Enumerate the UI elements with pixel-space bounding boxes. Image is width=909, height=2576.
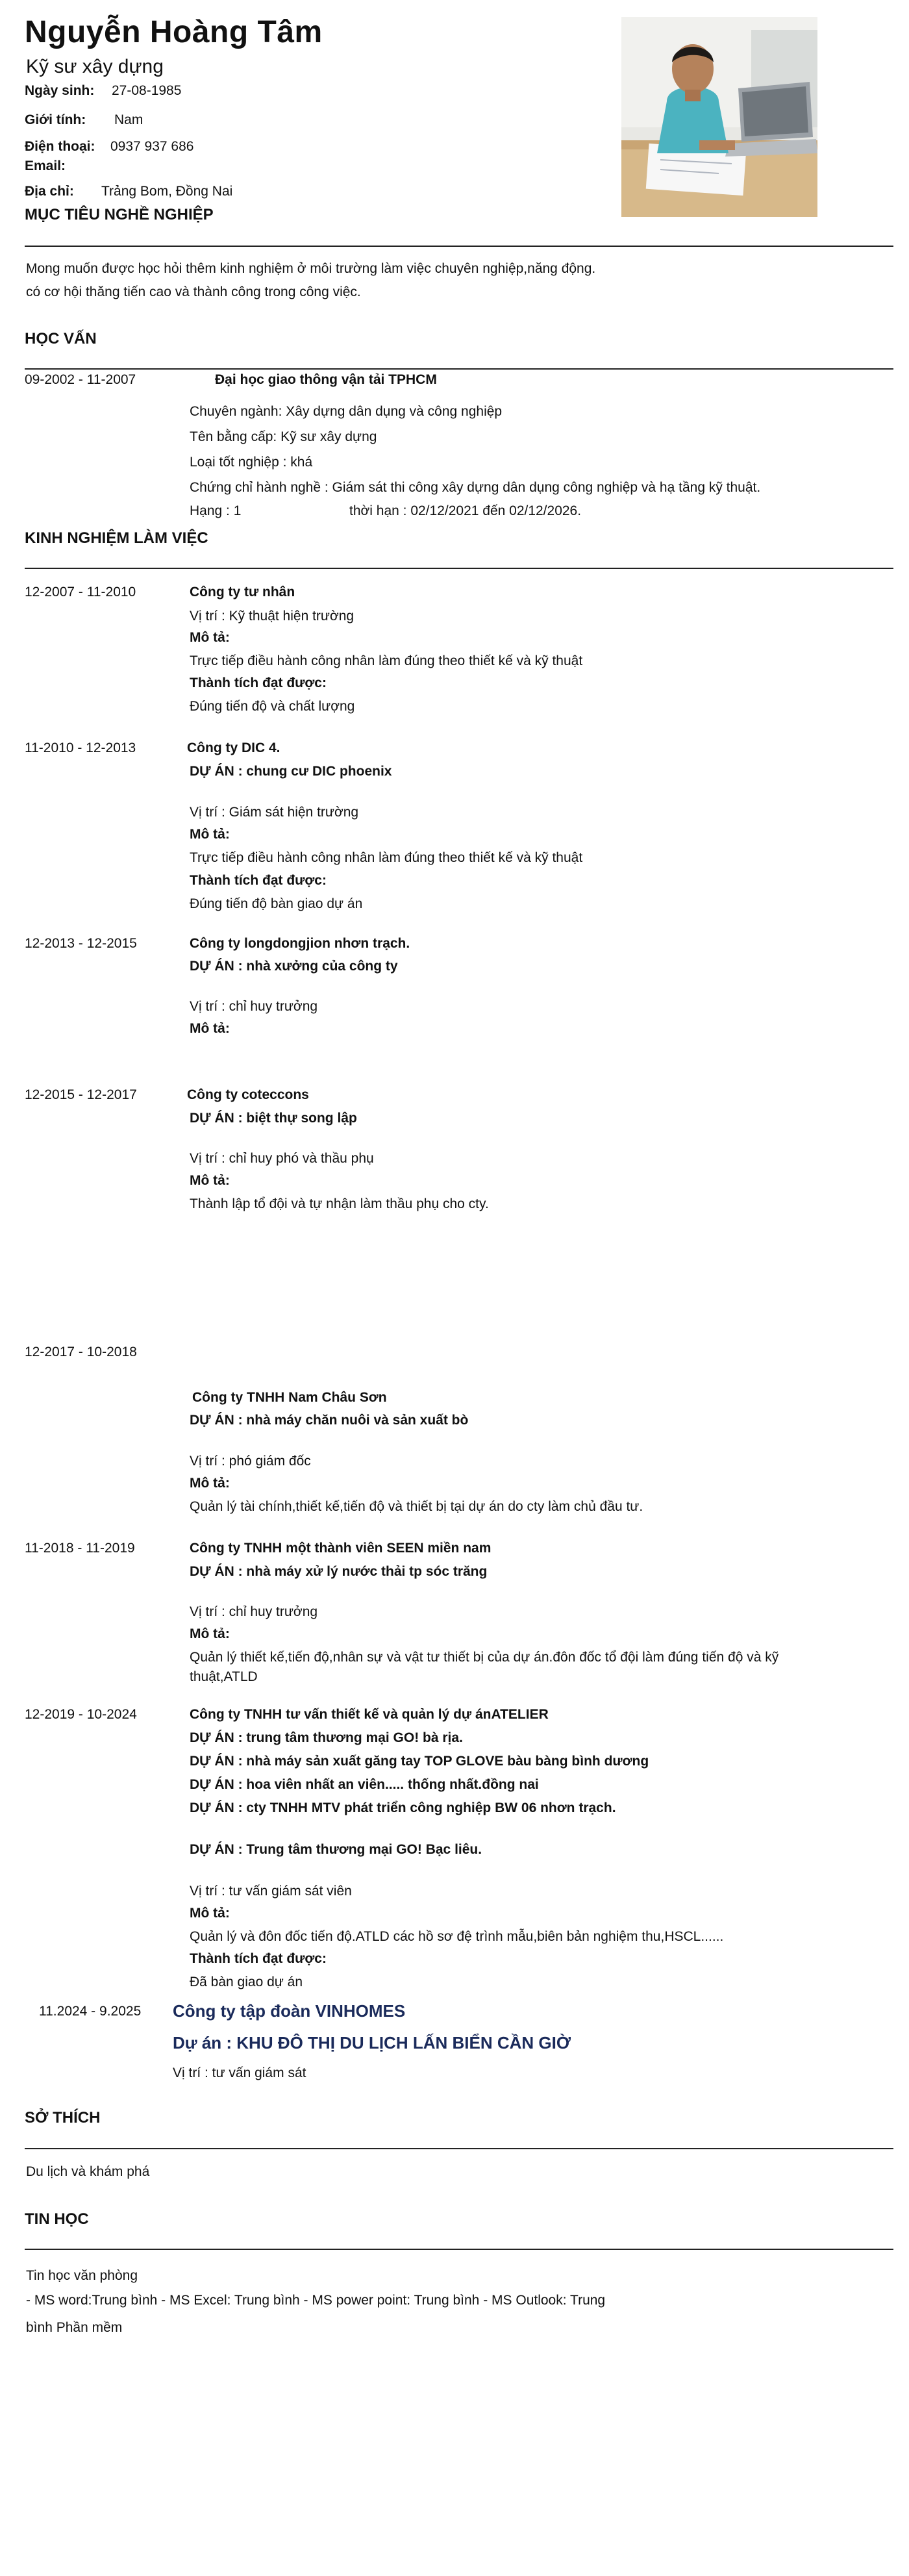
phone-label: Điện thoại:: [25, 139, 95, 154]
job-desc: Trực tiếp điều hành công nhân làm đúng theo thiết kế và kỹ thuật: [190, 653, 583, 668]
job-desc-label: Mô tả:: [190, 1173, 230, 1188]
divider: [25, 368, 893, 370]
candidate-name: Nguyễn Hoàng Tâm: [25, 15, 323, 49]
job-company: Công ty TNHH một thành viên SEEN miền nam: [190, 1541, 492, 1556]
job-ach: Đã bàn giao dự án: [190, 1975, 303, 1989]
education-line: Chuyên ngành: Xây dựng dân dụng và công nghiệp: [190, 404, 503, 419]
job-project: DỰ ÁN : nhà máy chăn nuôi và sản xuất bò: [190, 1413, 469, 1428]
profile-photo: [621, 17, 817, 217]
job-ach: Đúng tiến độ bàn giao dự án: [190, 896, 363, 911]
phone-value: 0937 937 686: [110, 139, 194, 154]
job-company: Công ty tập đoàn VINHOMES: [173, 2001, 406, 2021]
job-company: Công ty coteccons: [187, 1087, 309, 1102]
job-period: 12-2015 - 12-2017: [25, 1087, 137, 1102]
job-desc-label: Mô tả:: [190, 1021, 230, 1036]
job-project: DỰ ÁN : cty TNHH MTV phát triển công nghiệp BW 06 nhơn trạch.: [190, 1800, 616, 1815]
job-desc: Thành lập tổ đội và tự nhận làm thầu phụ cho cty.: [190, 1196, 489, 1211]
address-label: Địa chỉ:: [25, 184, 74, 199]
dob-label: Ngày sinh:: [25, 83, 95, 98]
job-project: DỰ ÁN : nhà máy sản xuất găng tay TOP GLOVE bàu bàng bình dương: [190, 1754, 649, 1769]
job-desc: Quản lý và đôn đốc tiến độ.ATLD các hồ sơ đệ trình mẫu,biên bản nghiệm thu,HSCL......: [190, 1929, 724, 1944]
divider: [25, 2249, 893, 2250]
job-period: 12-2013 - 12-2015: [25, 936, 137, 951]
education-validity: thời hạn : 02/12/2021 đến 02/12/2026.: [349, 503, 582, 518]
job-company: Công ty TNHH Nam Châu Sơn: [192, 1390, 387, 1405]
section-title-it: TIN HỌC: [25, 2210, 89, 2228]
job-company: Công ty DIC 4.: [187, 740, 280, 755]
section-title-experience: KINH NGHIỆM LÀM VIỆC: [25, 529, 208, 547]
gender-value: Nam: [114, 112, 143, 127]
address-value: Trảng Bom, Đồng Nai: [101, 184, 233, 199]
job-company: Công ty TNHH tư vấn thiết kế và quản lý dự ánATELIER: [190, 1707, 549, 1722]
job-ach-label: Thành tích đạt được:: [190, 1951, 327, 1966]
job-position: Vị trí : chỉ huy trưởng: [190, 1604, 318, 1619]
job-position: Vị trí : Kỹ thuật hiện trường: [190, 609, 355, 624]
job-desc: Quản lý tài chính,thiết kế,tiến độ và thiết bị tại dự án do cty làm chủ đầu tư.: [190, 1499, 643, 1514]
job-ach-label: Thành tích đạt được:: [190, 676, 327, 690]
job-period: 11-2018 - 11-2019: [25, 1541, 135, 1556]
objective-line-1: Mong muốn được học hỏi thêm kinh nghiệm ở môi trường làm việc chuyên nghiệp,năng động.: [26, 261, 596, 276]
job-desc-label: Mô tả:: [190, 1906, 230, 1921]
job-period: 12-2017 - 10-2018: [25, 1345, 137, 1359]
job-project: DỰ ÁN : hoa viên nhất an viên..... thống nhất.đồng nai: [190, 1777, 539, 1792]
email-label: Email:: [25, 158, 66, 173]
profile-photo-illustration: [621, 17, 817, 217]
job-position: Vị trí : tư vấn giám sát: [173, 2065, 306, 2080]
job-project: DỰ ÁN : chung cư DIC phoenix: [190, 764, 392, 779]
education-rank: Hạng : 1: [190, 503, 242, 518]
job-desc-label: Mô tả:: [190, 1626, 230, 1641]
divider: [25, 568, 893, 569]
job-desc: Trực tiếp điều hành công nhân làm đúng theo thiết kế và kỹ thuật: [190, 850, 583, 865]
job-period: 11.2024 - 9.2025: [39, 2004, 142, 2019]
job-position: Vị trí : phó giám đốc: [190, 1454, 311, 1469]
divider: [25, 246, 893, 247]
job-desc: Quản lý thiết kế,tiến độ,nhân sự và vật tư thiết bị của dự án.đôn đốc tổ đội làm đúng tiến độ và kỹ: [190, 1650, 779, 1665]
education-period: 09-2002 - 11-2007: [25, 372, 136, 387]
job-project: DỰ ÁN : biệt thự song lập: [190, 1111, 357, 1126]
gender-label: Giới tính:: [25, 112, 86, 127]
it-line: - MS word:Trung bình - MS Excel: Trung bình - MS power point: Trung bình - MS Outlook: Trung: [26, 2293, 606, 2308]
education-line: Loại tốt nghiệp : khá: [190, 455, 313, 470]
job-ach-label: Thành tích đạt được:: [190, 873, 327, 888]
education-line: Chứng chỉ hành nghề : Giám sát thi công xây dựng dân dụng công nghiệp và hạ tầng kỹ thuật.: [190, 480, 761, 495]
job-ach: Đúng tiến độ và chất lượng: [190, 699, 355, 714]
job-period: 11-2010 - 12-2013: [25, 740, 136, 755]
job-title: Kỹ sư xây dựng: [26, 56, 164, 77]
education-line: Tên bằng cấp: Kỹ sư xây dựng: [190, 429, 377, 444]
job-desc-label: Mô tả:: [190, 1476, 230, 1491]
job-period: 12-2007 - 11-2010: [25, 585, 136, 600]
it-line: bình Phần mềm: [26, 2320, 123, 2335]
it-line: Tin học văn phòng: [26, 2268, 138, 2283]
job-project: DỰ ÁN : nhà máy xử lý nước thải tp sóc trăng: [190, 1564, 488, 1579]
objective-line-2: có cơ hội thăng tiến cao và thành công trong công việc.: [26, 284, 361, 299]
job-project: DỰ ÁN : trung tâm thương mại GO! bà rịa.: [190, 1730, 463, 1745]
job-company: Công ty longdongjion nhơn trạch.: [190, 936, 410, 951]
job-desc-label: Mô tả:: [190, 827, 230, 842]
job-position: Vị trí : Giám sát hiện trường: [190, 805, 359, 820]
dob-value: 27-08-1985: [112, 83, 182, 98]
job-period: 12-2019 - 10-2024: [25, 1707, 137, 1722]
job-position: Vị trí : chỉ huy phó và thầu phụ: [190, 1151, 374, 1166]
job-desc: thuật,ATLD: [190, 1669, 258, 1684]
job-desc-label: Mô tả:: [190, 630, 230, 645]
divider: [25, 2148, 893, 2149]
hobbies-text: Du lịch và khám phá: [26, 2164, 150, 2179]
job-position: Vị trí : chỉ huy trưởng: [190, 999, 318, 1014]
job-position: Vị trí : tư vấn giám sát viên: [190, 1884, 352, 1899]
job-project: DỰ ÁN : Trung tâm thương mại GO! Bạc liêu.: [190, 1842, 482, 1857]
section-title-education: HỌC VẤN: [25, 330, 97, 347]
job-company: Công ty tư nhân: [190, 585, 295, 600]
job-project: Dự án : KHU ĐÔ THỊ DU LỊCH LẤN BIỂN CẦN GIỜ: [173, 2033, 571, 2052]
job-project: DỰ ÁN : nhà xưởng của công ty: [190, 959, 398, 974]
section-title-objective: MỤC TIÊU NGHỀ NGHIỆP: [25, 206, 214, 223]
education-school: Đại học giao thông vận tải TPHCM: [215, 372, 437, 387]
section-title-hobbies: SỞ THÍCH: [25, 2109, 101, 2127]
